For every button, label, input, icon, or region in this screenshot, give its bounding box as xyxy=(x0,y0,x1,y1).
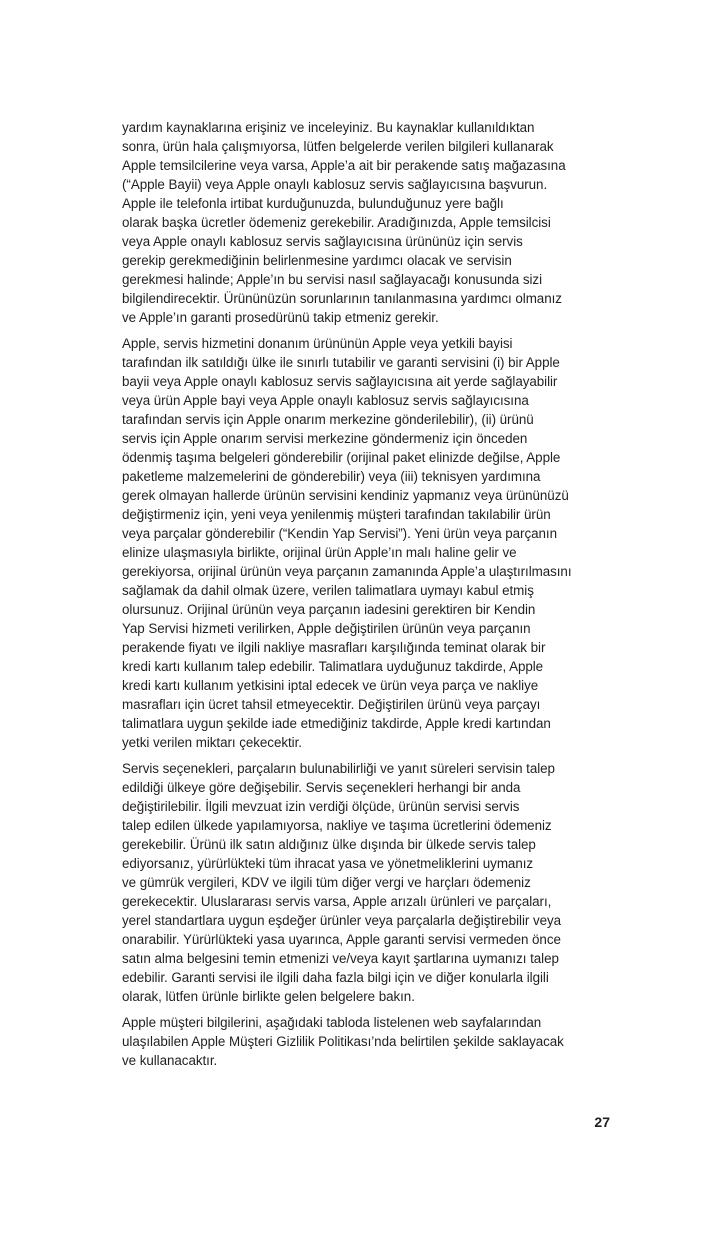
text-line: değiştirilebilir. İlgili mevzuat izin verdiği ölçüde, ürünün servisi servis xyxy=(122,799,520,814)
text-line: gerekecektir. Uluslararası servis varsa, Apple arızalı ürünleri ve parçaları, xyxy=(122,894,552,909)
text-line: kredi kartı kullanım talep edebilir. Talimatlara uyduğunuz takdirde, Apple xyxy=(122,659,544,674)
text-line: gerekmesi halinde; Apple’ın bu servisi nasıl sağlayacağı konusunda sizi xyxy=(122,272,542,287)
text-line: yardım kaynaklarına erişiniz ve inceleyiniz. Bu kaynaklar kullanıldıktan xyxy=(122,120,535,135)
text-line: servis için Apple onarım servisi merkezine göndermeniz için önceden xyxy=(122,431,528,446)
text-line: ödenmiş taşıma belgeleri gönderebilir (orijinal paket elinizde değilse, Apple xyxy=(122,450,561,465)
text-line: tarafından ilk satıldığı ülke ile sınırlı tutabilir ve garanti servisini (i) bir Apple xyxy=(122,355,560,370)
text-line: paketleme malzemelerini de gönderebilir) veya (iii) teknisyen yardımına xyxy=(122,469,541,484)
text-line: değiştirmeniz için, yeni veya yenilenmiş müşteri tarafından takılabilir ürün xyxy=(122,507,551,522)
text-line: Yap Servisi hizmeti verilirken, Apple değiştirilen ürünün veya parçanın xyxy=(122,621,531,636)
text-line: ulaşılabilen Apple Müşteri Gizlilik Politikası’nda belirtilen şekilde saklayacak xyxy=(122,1034,564,1049)
text-line: gerekiyorsa, orijinal ürünün veya parçanın zamanında Apple’a ulaştırılmasını xyxy=(122,564,572,579)
text-line: olarak, lütfen ürünle birlikte gelen belgelere bakın. xyxy=(122,989,415,1004)
text-line: ve Apple’ın garanti prosedürünü takip etmeniz gerekir. xyxy=(122,310,439,325)
text-line: veya parçalar gönderebilir (“Kendin Yap Servisi”). Yeni ürün veya parçanın xyxy=(122,526,557,541)
text-line: onarabilir. Yürürlükteki yasa uyarınca, Apple garanti servisi vermeden önce xyxy=(122,932,561,947)
text-line: Apple temsilcilerine veya varsa, Apple’a ait bir perakende satış mağazasına xyxy=(122,158,566,173)
text-line: ve gümrük vergileri, KDV ve ilgili tüm diğer vergi ve harçları ödemeniz xyxy=(122,875,531,890)
body-text xyxy=(122,118,612,1077)
text-line: sonra, ürün hala çalışmıyorsa, lütfen belgelerde verilen bilgileri kullanarak xyxy=(122,139,554,154)
text-line: veya ürün Apple bayi veya Apple onaylı kablosuz servis sağlayıcısına xyxy=(122,393,529,408)
text-line: perakende fiyatı ve ilgili nakliye masrafları karşılığında teminat olarak bir xyxy=(122,640,546,655)
text-line: olarak başka ücretler ödemeniz gerekebilir. Aradığınızda, Apple temsilcisi xyxy=(122,215,551,230)
page-number: 27 xyxy=(594,1114,610,1130)
text-line: gerekebilir. Ürünü ilk satın aldığınız ülke dışında bir ülkede servis talep xyxy=(122,837,536,852)
text-line: Servis seçenekleri, parçaların bulunabilirliği ve yanıt süreleri servisin talep xyxy=(122,761,555,776)
text-line: elinize ulaşmasıyla birlikte, orijinal ürün Apple’ın malı haline gelir ve xyxy=(122,545,517,560)
text-line: talimatlara uygun şekilde iade etmediğiniz takdirde, Apple kredi kartından xyxy=(122,716,551,731)
paragraph xyxy=(122,334,612,752)
text-line: gerek olmayan hallerde ürünün servisini kendiniz yapmanız veya ürününüzü xyxy=(122,488,569,503)
text-line: talep edilen ülkede yapılamıyorsa, nakliye ve taşıma ücretlerini ödemeniz xyxy=(122,818,552,833)
text-line: bilgilendirecektir. Ürününüzün sorunlarının tanılanmasına yardımcı olmanız xyxy=(122,291,562,306)
text-line: ediyorsanız, yürürlükteki tüm ihracat yasa ve yönetmeliklerini uymanız xyxy=(122,856,534,871)
paragraph xyxy=(122,1013,612,1070)
text-line: ve kullanacaktır. xyxy=(122,1053,218,1068)
text-line: sağlamak da dahil olmak üzere, verilen talimatlara uymayı kabul etmiş xyxy=(122,583,534,598)
text-line: yetki verilen miktarı çekecektir. xyxy=(122,735,302,750)
text-line: edildiği ülkeye göre değişebilir. Servis seçenekleri herhangi bir anda xyxy=(122,780,521,795)
text-line: satın alma belgesini temin etmenizi ve/veya kayıt şartlarına uymanızı talep xyxy=(122,951,559,966)
text-line: edebilir. Garanti servisi ile ilgili daha fazla bilgi için ve diğer konularla ilgili xyxy=(122,970,549,985)
text-line: gerekip gerekmediğinin belirlenmesine yardımcı olacak ve servisin xyxy=(122,253,512,268)
text-line: (“Apple Bayii) veya Apple onaylı kablosuz servis sağlayıcısına başvurun. xyxy=(122,177,548,192)
text-line: Apple müşteri bilgilerini, aşağıdaki tabloda listelenen web sayfalarından xyxy=(122,1015,542,1030)
text-line: kredi kartı kullanım yetkisini iptal edecek ve ürün veya parça ve nakliye xyxy=(122,678,539,693)
text-line: masrafları için ücret tahsil etmeyecektir. Değiştirilen ürünü veya parçayı xyxy=(122,697,541,712)
text-line: Apple ile telefonla irtibat kurduğunuzda, bulunduğunuz yere bağlı xyxy=(122,196,504,211)
text-line: Apple, servis hizmetini donanım ürününün Apple veya yetkili bayisi xyxy=(122,336,513,351)
paragraph xyxy=(122,759,612,1006)
text-line: yerel standartlara uygun eşdeğer ürünler veya parçalarla değiştirebilir veya xyxy=(122,913,562,928)
text-line: veya Apple onaylı kablosuz servis sağlayıcısına ürününüz için servis xyxy=(122,234,523,249)
paragraph xyxy=(122,118,612,327)
text-line: bayii veya Apple onaylı kablosuz servis sağlayıcısına ait yerde sağlayabilir xyxy=(122,374,558,389)
text-line: tarafından servis için Apple onarım merkezine gönderilebilir), (ii) ürünü xyxy=(122,412,534,427)
text-line: olursunuz. Orijinal ürünün veya parçanın iadesini gerektiren bir Kendin xyxy=(122,602,536,617)
